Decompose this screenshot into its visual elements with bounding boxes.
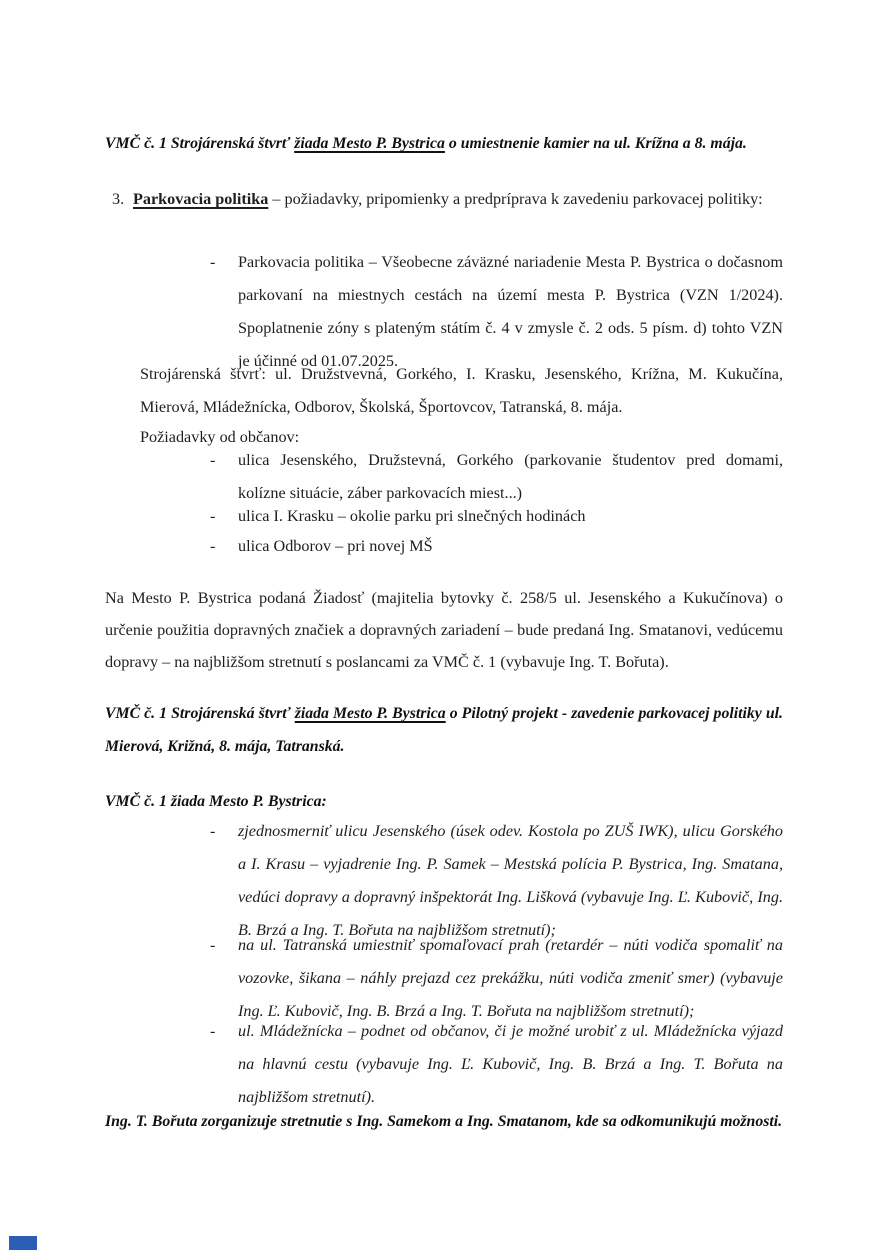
request-bullet-2 [210,500,783,533]
bullet-dash: - [210,822,216,840]
request-bullet-3-text: ulica Odborov – pri novej MŠ [238,537,433,555]
paragraph-ziadost: Na Mesto P. Bystrica podaná Žiadosť (majitelia bytovky č. 258/5 ul. Jesenského a Kukučínova) o určenie použitia dopravných značiek a dopravných zariadení – bude predaná Ing. Smatanovi, vedúcemu dopravy – na najbližšom stretnutí s poslancami za VMČ č. 1 (vybavuje Ing. T. Bořuta). [105,589,783,671]
request-item-1-text: zjednosmerniť ulicu Jesenského (úsek odev. Kostola po ZUŠ IWK), ulicu Gorského a I. Krasu – vyjadrenie Ing. P. Samek – Mestská polícia P. Bystrica, Ing. Smatana, vedúci dopravy a dopravný inšpektorát Ing. Lišková (vybavuje Ing. Ľ. Kubovič, Ing. B. Brzá a Ing. T. Bořuta na najbližšom stretnutí); [238,822,783,939]
item-text [133,183,783,216]
bullet-dash: - [210,1022,216,1040]
bullet-dash: - [210,507,216,525]
request-item-3-text: ul. Mládežnícka – podnet od občanov, či je možné urobiť z ul. Mládežnícka výjazd na hlavnú cestu (vybavuje Ing. Ľ. Kubovič, Ing. B. Brzá a Ing. T. Bořuta na najbližšom stretnutí). [238,1022,783,1106]
heading-kamery [105,127,747,160]
heading-pilot [105,697,783,763]
heading-pilot-post: o Pilotný projekt - zavedenie parkovacej politiky ul. Mierová, Križná, 8. mája, Tatranská. [105,705,783,755]
request-item-3 [210,1015,783,1114]
bullet-dash: - [210,451,216,469]
request-item-1 [210,815,783,947]
heading-kamery-underlined: žiada Mesto P. Bystrica [294,135,445,152]
closing-statement: Ing. T. Bořuta zorganizuje stretnutie s Ing. Samekom a Ing. Smatanom, kde sa odkomunikujú možnosti. [105,1113,783,1130]
request-bullet-1-text: ulica Jesenského, Družstevná, Gorkého (parkovanie študentov pred domami, kolízne situácie, záber parkovacích miest...) [238,451,783,502]
footer-blue-mark [9,1236,37,1250]
heading-ziada: VMČ č. 1 žiada Mesto P. Bystrica: [105,793,327,810]
heading-kamery-pre: VMČ č. 1 Strojárenská štvrť [105,135,295,152]
request-bullet-2-text: ulica I. Krasku – okolie parku pri slnečných hodinách [238,507,586,525]
streets-line: Strojárenská štvrť: ul. Družstvevná, Gorkého, I. Krasku, Jesenského, Krížna, M. Kukučína, Mierová, Mládežnícka, Odborov, Školská, Športovcov, Tatranská, 8. mája. [140,365,783,416]
item-rest: – požiadavky, pripomienky a predpríprava k zavedeniu parkovacej politiky: [268,190,763,208]
item-number: 3. [112,190,125,208]
bullet-dash: - [210,253,216,271]
request-item-2-text: na ul. Tatranská umiestniť spomaľovací prah (retardér – núti vodiča spomaliť na vozovke, šikana – náhly prejazd cez prekážku, núti vodiča zmeniť smer) (vybavuje Ing. Ľ. Kubovič, Ing. B. Brzá a Ing. T. Bořuta na najbližšom stretnutí); [238,936,783,1020]
heading-kamery-post: o umiestnenie kamier na ul. Krížna a 8. mája. [444,135,747,152]
heading-pilot-underlined: žiada Mesto P. Bystrica [294,705,446,722]
request-item-2 [210,929,783,1028]
requests-label: Požiadavky od občanov: [140,428,300,446]
request-bullet-3 [210,530,783,563]
bullet-dash: - [210,936,216,954]
heading-pilot-pre: VMČ č. 1 Strojárenská štvrť [105,705,295,722]
bullet-dash: - [210,537,216,555]
item-title: Parkovacia politika [133,190,269,208]
numbered-item-parkovacia-politika [112,183,783,216]
bullet-vzn-text: Parkovacia politika – Všeobecne záväzné nariadenie Mesta P. Bystrica o dočasnom parkovaní na miestnych cestách na území mesta P. Bystrica (VZN 1/2024). Spoplatnenie zóny s plateným státím č. 4 v zmysle č. 2 ods. 5 písm. d) tohto VZN je účinné od 01.07.2025. [238,253,783,370]
